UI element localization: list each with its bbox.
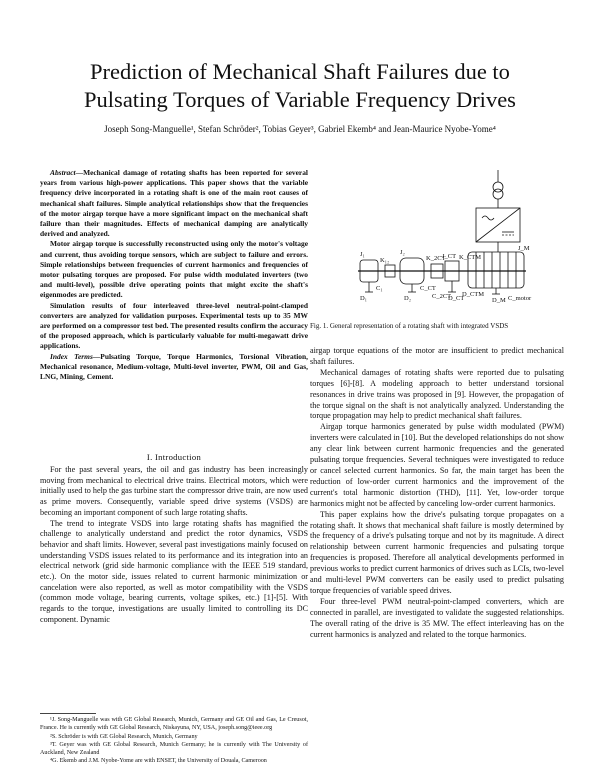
- body-paragraph: Mechanical damages of rotating shafts were reported due to pulsating torques [6]-[8]. A modeling approach to better understand torsional resonances in drive trains was proposed in [9]. However, the propagation of the torque signal on the shaft is not analytically analyzed. Understanding the torque propagation may help to predict mechanical shaft failures.: [310, 367, 564, 421]
- abstract-paragraph: Motor airgap torque is successfully reconstructed using only the motor's voltage and current, thus avoiding torque sensors, which are subject to failure and errors. Simple relationships between frequencies of current harmonics and frequencies of motor pulsating torques are proposed. For pulse width modulated inverters (two and multi-level), possible drive operating points that might excite the shaft's eigenmodes are predicted.: [40, 239, 308, 300]
- footnote: ³T. Geyer was with GE Global Research, Munich Germany; he is currently with The University of Auckland, New Zealand: [40, 741, 308, 757]
- title-line-1: Prediction of Mechanical Shaft Failures due to: [90, 59, 510, 84]
- figure-caption: Fig. 1. General representation of a rotating shaft with integrated VSDS: [310, 322, 509, 330]
- footnote-rule: [40, 713, 96, 714]
- label-kctm: K_CTM: [459, 254, 482, 261]
- abstract-paragraph: Simulation results of four interleaved three-level neutral-point-clamped converters are analyzed for validation purposes. Experimental tests up to 35 MW are performed on a compressor test bed. The presented results confirm the accuracy of the proposed approach, which is particularly valuable for multi-megawatt drive applications.: [40, 300, 308, 351]
- body-paragraph: This paper explains how the drive's pulsating torque propagates on a rotating shaft. It shows that mechanical shaft failure is mostly determined by the frequency of a drive's pulsating torque and not by its magnitude. A direct relationship between current harmonic frequencies and pulsating torque frequencies is proposed. Therefore all analytical developments performed in previous works to predict current harmonics of drives such as LCIs, two-level and multi-level PWM converters can be easily used to predict pulsating torque frequencies of variable speed drives.: [310, 509, 564, 595]
- label-d2: D₂: [404, 295, 411, 302]
- title-line-2: Pulsating Torques of Variable Frequency Drives: [84, 87, 516, 112]
- intro-right-column: [310, 346, 564, 640]
- label-jct: J_CT: [442, 253, 457, 260]
- intro-left-column: [40, 465, 308, 626]
- label-dctm: D_CTM: [462, 291, 485, 298]
- converter-diagonal: [476, 208, 520, 242]
- footnote: ¹J. Song-Manguelle was with GE Global Research, Munich, Germany and GE Oil and Gas, Le Creusot, France. He is currently with GE Global Research, Niskayuna, NY, USA, joseph.song@ieee.org: [40, 717, 308, 732]
- body-paragraph: The trend to integrate VSDS into large rotating shafts has magnified the challenge to analytically understand and predict the rotor dynamics, VSDS behavior and shaft limits. However, several past investigations mainly focused on understanding VSDS issues related to its performance and its integration into an electrical network (grid side harmonic compliance with the IEEE 519 standard, etc.). On the motor side, issues related to current harmonic minimization or cancelation were also reported, as well as motor compatibility with the VSDS (common mode voltage, bearing currents, voltage spikes, etc.) [1]-[5]. With regards to the torque, investigations are usually limited to controlling its DC component. Dynamic: [40, 518, 308, 624]
- body-paragraph: Airgap torque harmonics generated by pulse width modulated (PWM) inverters were calculated in [10]. But the developed relationships do not show any clear link between current harmonic frequencies and the generated pulsating torque frequencies. Several techniques were investigated to reduce or cancel selected current harmonics. So far, the main target has been the reduction of low-order current harmonics and the improvement of the current's total harmonic distortion (THD), [11]. Yet, low-order torque harmonics might not be affected by canceling low-order current harmonics.: [310, 422, 564, 508]
- label-d1: D₁: [360, 295, 367, 302]
- label-jm: J_M: [518, 245, 530, 252]
- footnote: ²S. Schröder is with GE Global Research, Munich, Germany: [50, 733, 198, 740]
- transformer-secondary: [493, 189, 503, 199]
- abstract-paragraph: Abstract—Mechanical damage of rotating shafts has been reported for several years from various high-power applications. This paper shows that the variable frequency drive incorporated in a rotating shaft is one of the main root causes of mechanical shaft failures. Simple analytical relationships show that the frequencies of the motor airgap torque have a more significant impact on the mechanical shaft failure than their magnitudes. Effects of mechanical damping are analytically derived and analyzed.: [40, 168, 308, 239]
- figure-shaft-diagram: [348, 168, 548, 308]
- label-c2ct: C_2CT: [432, 293, 452, 300]
- body-paragraph: For the past several years, the oil and gas industry has been increasingly moving from mechanical to electrical drive trains. Electrical motors, which were initially used to help the gas turbine start the compressor drive train, are now used as prime movers. Consequently, variable speed drive systems (VSDS) are becoming an important component of such large rotating shafts.: [40, 465, 308, 517]
- author-list: Joseph Song-Manguelle¹, Stefan Schröder², Tobias Geyer³, Gabriel Ekemb⁴ and Jean-Maurice Nyobe-Yome⁴: [104, 124, 496, 134]
- footnote: ⁴G. Ekemb and J.M. Nyobe-Yome are with ENSET, the University of Douala, Cameroon: [50, 758, 267, 765]
- footnotes: [40, 716, 308, 766]
- label-k12: K₁₂: [380, 257, 390, 264]
- index-terms: Index Terms—Pulsating Torque, Torque Harmonics, Torsional Vibration, Mechanical resonance, Medium-voltage, Multi-level inverter, PWM, Oil and Gas, LNG, Mining, Cement.: [40, 351, 309, 382]
- label-cmotor: C_motor: [508, 295, 532, 302]
- label-dm: D_M: [492, 297, 506, 304]
- ac-symbol: [482, 216, 494, 220]
- section-heading: I. Introduction: [146, 452, 202, 462]
- label-k2ct: K_2CT: [426, 255, 446, 262]
- body-paragraph: Four three-level PWM neutral-point-clamped converters, which are connected in parallel, are investigated to validate the suggested relationships. The overall rating of the drive is 35 MW. The effect interleaving has on the current harmonics is analyzed and related to the torque harmonics.: [310, 596, 564, 639]
- index-terms-lead: Index Terms: [50, 351, 93, 361]
- label-cct: C_CT: [420, 285, 436, 292]
- body-paragraph: airgap torque equations of the motor are insufficient to predict mechanical shaft failures.: [310, 346, 564, 366]
- paper-title: [30, 58, 570, 114]
- abstract: [40, 168, 308, 382]
- label-dct: D_CT: [448, 295, 465, 302]
- abstract-lead: Abstract: [50, 168, 76, 177]
- label-j2: J₂: [400, 249, 405, 256]
- label-c1: C₁: [376, 285, 383, 292]
- label-j1: J₁: [360, 251, 365, 258]
